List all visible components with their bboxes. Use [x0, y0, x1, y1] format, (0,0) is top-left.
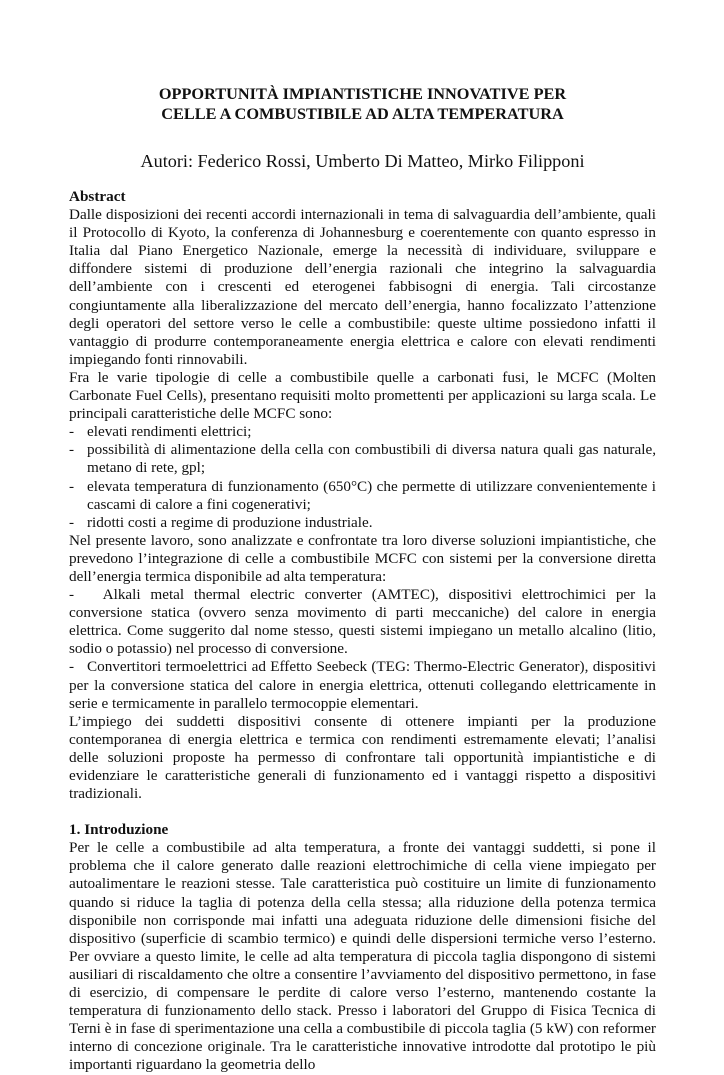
- amtec-paragraph: - Alkali metal thermal electric converter (AMTEC), dispositivi elettrochimici per la conversione statica (ovvero senza movimento di parti meccaniche) del calore in energia elettrica. Come suggerito dal nome stesso, questi sistemi impiegano un metallo alcalino (litio, sodio o potassio) nel processo di conversione.: [69, 586, 660, 658]
- abstract-paragraph-2: Fra le varie tipologie di celle a combustibile quelle a carbonati fusi, le MCFC (Molten Carbonate Fuel Cells), presentano requisiti molto promettenti per applicazioni su larga scala. Le principali caratteristiche delle MCFC sono:: [69, 368, 656, 423]
- list-item: - elevati rendimenti elettrici;: [69, 423, 656, 441]
- section-spacer: [69, 803, 656, 821]
- list-item: - ridotti costi a regime di produzione industriale.: [69, 514, 656, 532]
- title-line-1: OPPORTUNITÀ IMPIANTISTICHE INNOVATIVE PER: [158, 84, 567, 103]
- abstract-paragraph-1: Dalle disposizioni dei recenti accordi internazionali in tema di salvaguardia dell’ambiente, quali il Protocollo di Kyoto, la conferenza di Johannesburg e coerentemente con quanto espresso in Italia dal Piano Energetico Nazionale, emerge la necessità di individuare, sviluppare e diffondere sistemi di produzione dell’energia razionali che integrino la salvaguardia dell’ambiente con i crescenti ed eterogenei fabbisogni di energia. Tali circostanze congiuntamente alla liberalizzazione del mercato dell’energia, hanno focalizzato l’attenzione degli operatori del settore verso le celle a combustibile: queste ultime possiedono infatti il vantaggio di produrre contemporaneamente energia elettrica e calore con elevati rendimenti impiegando fonti rinnovabili.: [69, 206, 656, 368]
- mcfc-features-list: [69, 423, 656, 532]
- teg-paragraph: - Convertitori termoelettrici ad Effetto Seebeck (TEG: Thermo-Electric Generator), dispositivi per la conversione statica del calore in energia elettrica, ottenuti collegando elettricamente in serie e termicamente in parallelo termocoppie elementari.: [69, 658, 660, 712]
- introduction-heading: 1. Introduzione: [69, 821, 169, 839]
- title-line-2: CELLE A COMBUSTIBILE AD ALTA TEMPERATURA: [161, 104, 564, 123]
- list-item: - elevata temperatura di funzionamento (650°C) che permette di utilizzare convenientemente i cascami di calore a fini cogenerativi;: [69, 478, 656, 514]
- paper-title: [69, 84, 656, 124]
- introduction-paragraph-1: Per le celle a combustibile ad alta temperatura, a fronte dei vantaggi suddetti, si pone il problema che il calore generato dalle reazioni elettrochimiche di cella viene impiegato per autoalimentare le reazioni stesse. Tale caratteristica può costituire un limite di funzionamento quando si riduce la taglia di potenza della cella stessa; alla riduzione della potenza termica disponibile non corrisponde mai infatti una adeguata riduzione delle dimensioni fisiche del dispositivo (superficie di scambio termico) e quindi delle dispersioni termiche verso l’esterno. Per ovviare a questo limite, le celle ad alta temperatura di piccola taglia dispongono di sistemi ausiliari di riscaldamento che oltre a consentire l’avviamento del dispositivo permettono, in fase di esercizio, di compensare le perdite di calore verso l’esterno, mantenendo costante la temperatura di funzionamento dello stack. Presso i laboratori del Gruppo di Fisica Tecnica di Terni è in fase di sperimentazione una cella a combustibile di piccola taglia (5 kW) con reformer interno di concezione originale. Tra le caratteristiche innovative introdotte dal prototipo le più importanti riguardano la geometria dello: [69, 839, 656, 1074]
- abstract-paragraph-6: L’impiego dei suddetti dispositivi consente di ottenere impianti per la produzione contemporanea di energia elettrica e termica con rendimenti estremamente elevati; l’analisi delle soluzioni proposte ha permesso di confrontare tali opportunità impiantistiche e di evidenziare le caratteristiche generali di funzionamento ed i vantaggi rispetto a dispositivi tradizionali.: [69, 712, 656, 803]
- list-item: - possibilità di alimentazione della cella con combustibili di diversa natura quali gas naturale, metano di rete, gpl;: [69, 441, 656, 477]
- abstract-paragraph-3: Nel presente lavoro, sono analizzate e confrontate tra loro diverse soluzioni impiantistiche, che prevedono l’integrazione di celle a combustibile MCFC con sistemi per la conversione diretta dell’energia termica disponibile ad alta temperatura:: [69, 531, 656, 585]
- abstract-section: [69, 188, 660, 803]
- abstract-heading: Abstract: [69, 188, 126, 205]
- authors-line: Autori: Federico Rossi, Umberto Di Matteo, Mirko Filipponi: [140, 151, 585, 171]
- introduction-section: [69, 821, 656, 1074]
